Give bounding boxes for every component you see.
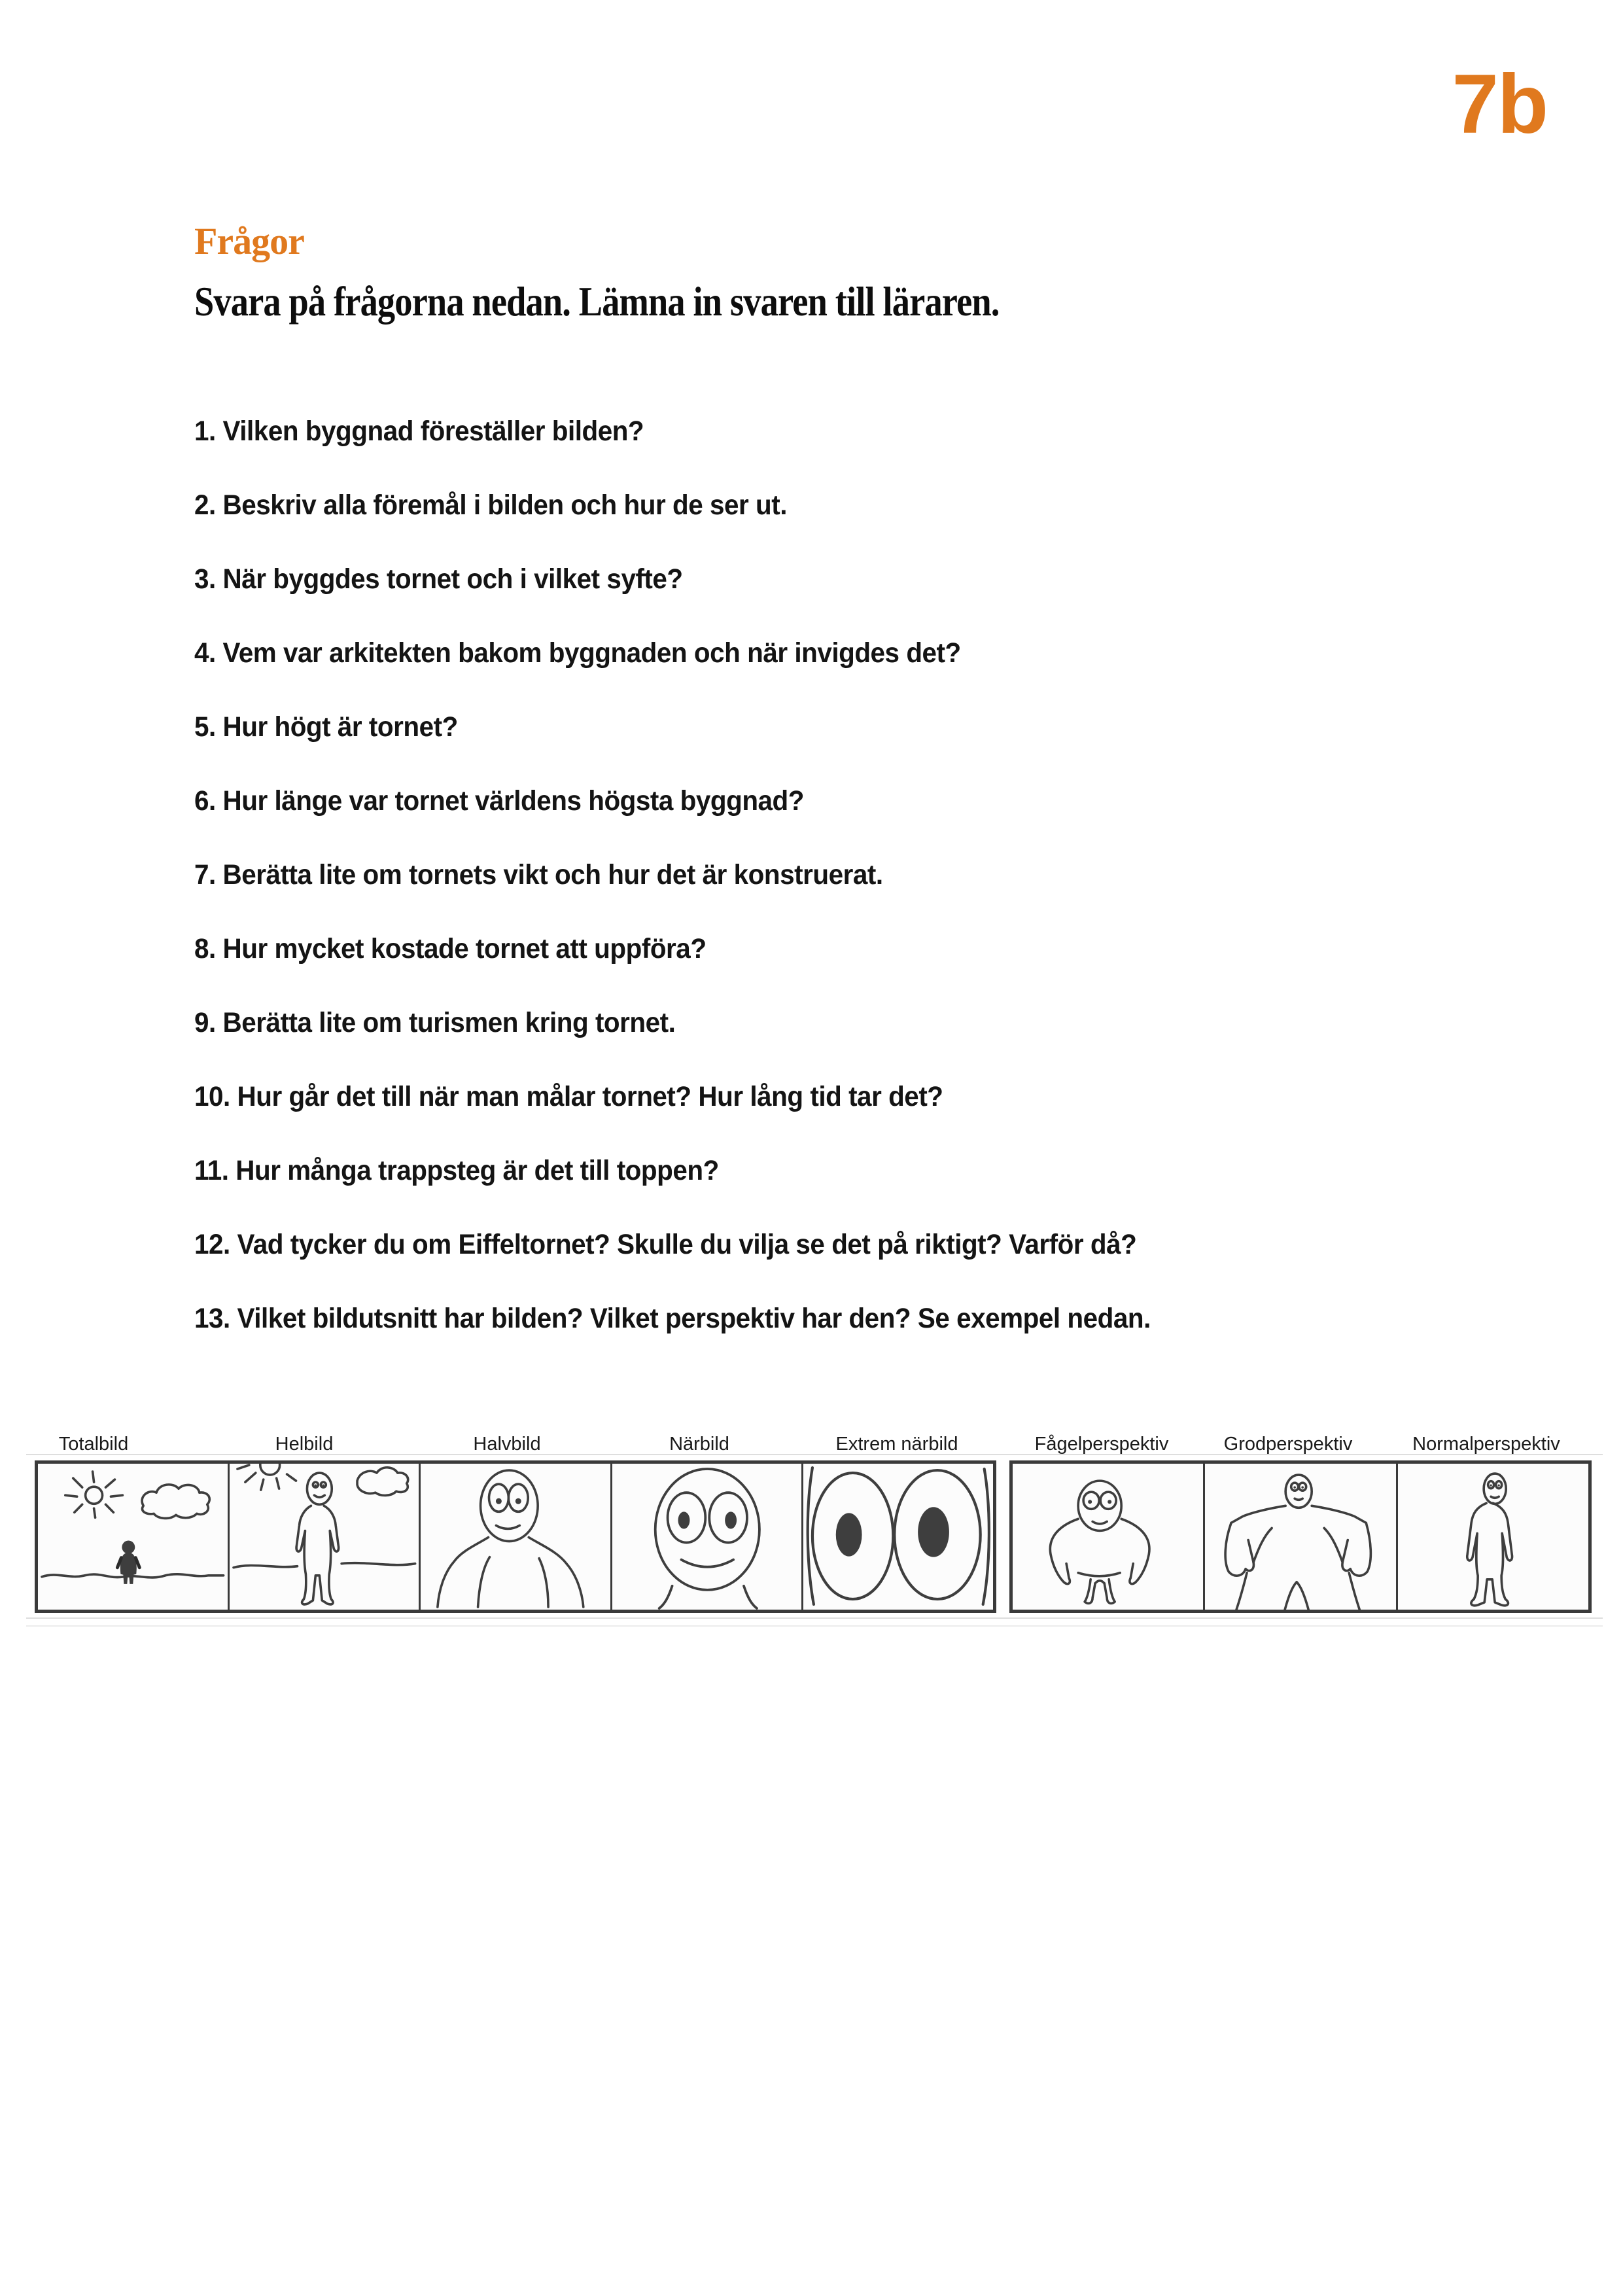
panel-halvbild bbox=[421, 1464, 612, 1610]
page-title: Frågor bbox=[194, 219, 304, 262]
question-item: 12. Vad tycker du om Eiffeltornet? Skulle du vilja se det på riktigt? Varför då? bbox=[194, 1229, 1137, 1260]
face-closeup-sketch-icon bbox=[612, 1464, 802, 1610]
question-item: 1. Vilken byggnad föreställer bilden? bbox=[194, 415, 644, 447]
landscape-tiny-figure-sketch-icon bbox=[38, 1464, 228, 1610]
question-item: 9. Berätta lite om turismen kring tornet. bbox=[194, 1007, 676, 1038]
question-item: 2. Beskriv alla föremål i bilden och hur de ser ut. bbox=[194, 489, 787, 521]
perspective-examples-box bbox=[1009, 1460, 1592, 1613]
label-extrem-narbild: Extrem närbild bbox=[835, 1434, 958, 1455]
panel-extrem-narbild bbox=[803, 1464, 993, 1610]
page-subtitle: Svara på frågorna nedan. Lämna in svaren till läraren. bbox=[194, 278, 1000, 325]
label-grodperspektiv: Grodperspektiv bbox=[1223, 1434, 1353, 1455]
question-item: 10. Hur går det till när man målar tornet? Hur lång tid tar det? bbox=[194, 1081, 943, 1112]
panel-totalbild bbox=[38, 1464, 230, 1610]
scan-edge-bottom-2 bbox=[26, 1625, 1603, 1627]
question-item: 5. Hur högt är tornet? bbox=[194, 711, 458, 743]
label-halvbild: Halvbild bbox=[473, 1434, 541, 1455]
scan-edge-bottom bbox=[26, 1617, 1603, 1619]
question-item: 3. När byggdes tornet och i vilket syfte? bbox=[194, 563, 683, 595]
birds-eye-view-figure-sketch-icon bbox=[1013, 1464, 1203, 1610]
question-item: 13. Vilket bildutsnitt har bilden? Vilket perspektiv har den? Se exempel nedan. bbox=[194, 1303, 1151, 1334]
panel-grodperspektiv bbox=[1205, 1464, 1397, 1610]
panel-fagelperspektiv bbox=[1013, 1464, 1205, 1610]
eyes-extreme-closeup-sketch-icon bbox=[803, 1464, 993, 1610]
panel-normalperspektiv bbox=[1398, 1464, 1588, 1610]
scan-edge-top bbox=[26, 1454, 1603, 1455]
label-helbild: Helbild bbox=[275, 1434, 334, 1455]
label-narbild: Närbild bbox=[669, 1434, 729, 1455]
label-totalbild: Totalbild bbox=[58, 1434, 129, 1455]
label-normalperspektiv: Normalperspektiv bbox=[1412, 1434, 1560, 1455]
label-fagelperspektiv: Fågelperspektiv bbox=[1034, 1434, 1169, 1455]
normal-perspective-figure-sketch-icon bbox=[1398, 1464, 1588, 1610]
questions-list bbox=[194, 416, 1503, 1377]
image-crop-examples-box bbox=[35, 1460, 996, 1613]
question-item: 4. Vem var arkitekten bakom byggnaden och när invigdes det? bbox=[194, 637, 961, 669]
page-number-badge: 7b bbox=[1452, 58, 1547, 151]
question-item: 11. Hur många trappsteg är det till toppen? bbox=[194, 1155, 719, 1186]
half-body-figure-sketch-icon bbox=[421, 1464, 610, 1610]
panel-helbild bbox=[230, 1464, 421, 1610]
full-body-figure-sketch-icon bbox=[230, 1464, 419, 1610]
frogs-eye-view-figure-sketch-icon bbox=[1205, 1464, 1395, 1610]
panel-narbild bbox=[612, 1464, 804, 1610]
question-item: 7. Berätta lite om tornets vikt och hur det är konstruerat. bbox=[194, 859, 883, 891]
question-item: 8. Hur mycket kostade tornet att uppföra? bbox=[194, 933, 707, 964]
question-item: 6. Hur länge var tornet världens högsta byggnad? bbox=[194, 785, 804, 817]
